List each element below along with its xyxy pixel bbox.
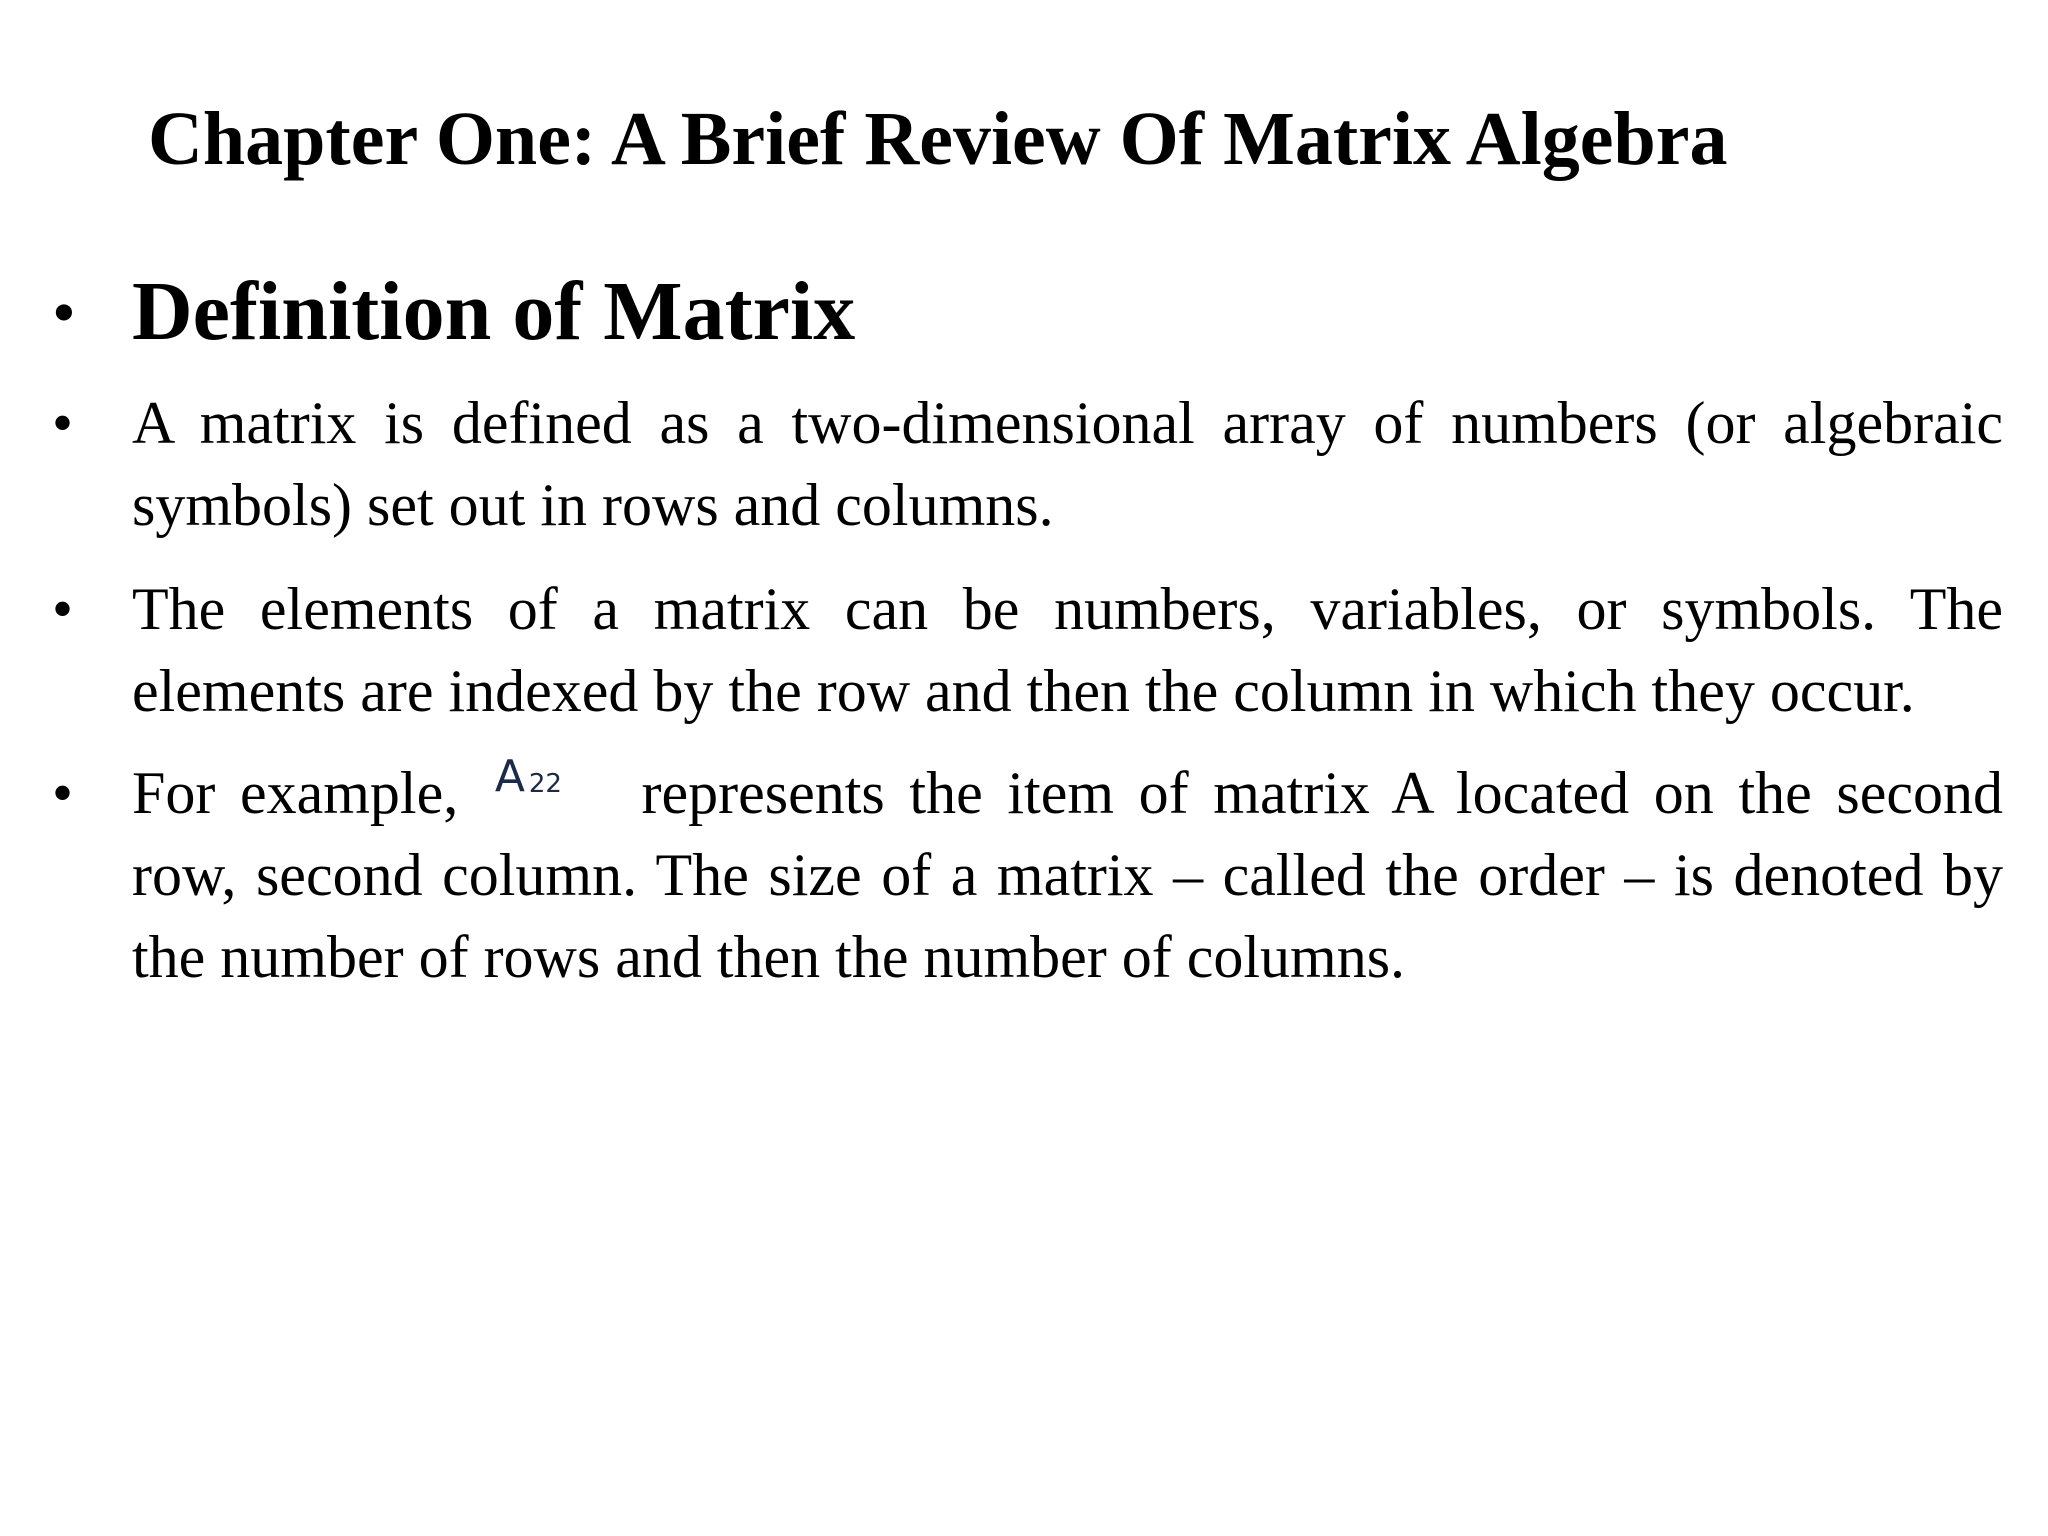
symbol-main: A (494, 751, 525, 802)
bullet-text: The elements of a matrix can be numbers, variables, or symbols. The elements are indexed by the row and then the column in which they occur. (132, 576, 2003, 724)
bullet-list (0, 262, 2048, 998)
bullet-heading (52, 262, 2003, 362)
bullet-item-example (52, 751, 2004, 998)
bullet-item (52, 382, 2003, 546)
bullet-text: A matrix is defined as a two-dimensional array of numbers (or algebraic symbols) set out in rows and columns. (132, 390, 2003, 538)
example-prefix: For example, (132, 760, 459, 826)
symbol-subscript: 22 (528, 769, 562, 799)
bullet-dot-icon: • (52, 390, 74, 456)
example-suffix: represents the item of matrix A located on the second row, second column. The size of a matrix – called the order – is denoted by the number of rows and then the number of columns. (132, 760, 2004, 990)
bullet-dot-icon: • (52, 576, 74, 642)
bullet-dot-icon: • (52, 274, 76, 350)
bullet-item (52, 568, 2003, 732)
bullet-dot-icon: • (52, 760, 74, 826)
section-heading: Definition of Matrix (132, 265, 856, 358)
matrix-element-symbol (489, 751, 611, 803)
slide-title: Chapter One: A Brief Review Of Matrix Algebra (148, 97, 1728, 181)
